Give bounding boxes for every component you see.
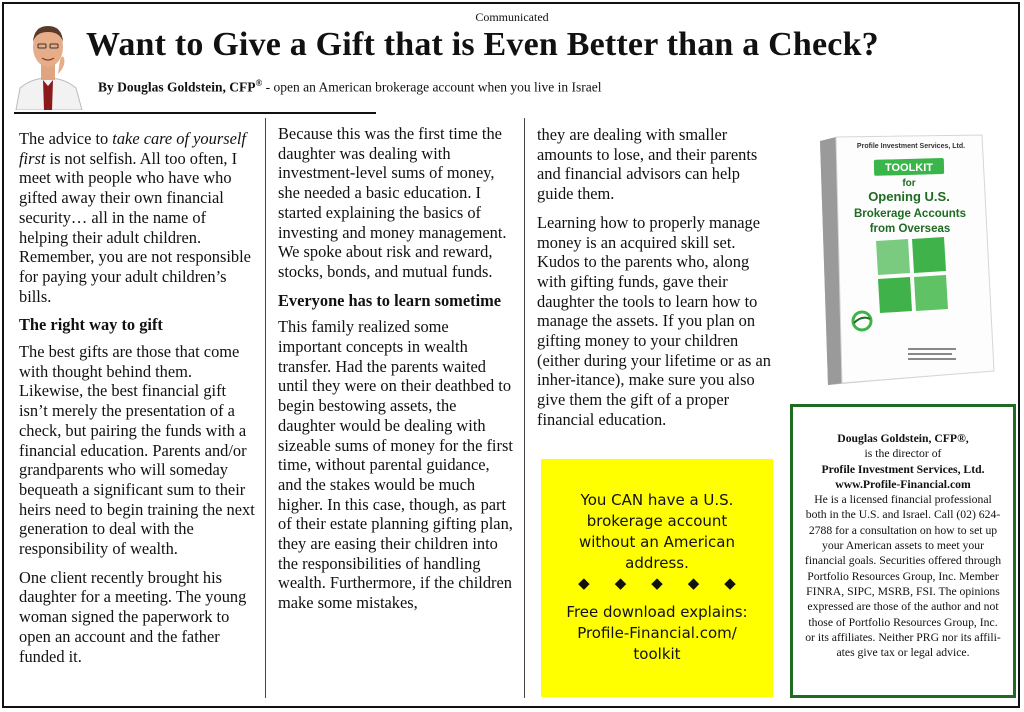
author-bio-box: [790, 404, 1016, 698]
paragraph: Learning how to properly manage money is an acquired skill set. Kudos to the parents who, along with gifting funds, gave their daughter the tools to learn how to manage the assets. If you plan on gifting money to your children (either during your lifetime or as an inher-itance), make sure you also give them the gift of a proper financial education.: [537, 212, 771, 429]
book-title-line-1: Opening U.S.: [868, 189, 950, 204]
diamond-divider: ◆◆◆◆◆: [578, 574, 761, 592]
promo-link[interactable]: Profile-Financial.com/: [577, 624, 737, 642]
paragraph: they are dealing with smaller amounts to lose, and their parents and financial advisors can help guide them.: [537, 125, 758, 204]
toolkit-book-image: [806, 133, 1006, 391]
book-for: for: [902, 178, 916, 189]
author-photo: [12, 14, 84, 110]
emphasis: take care of yourself first: [19, 129, 246, 168]
author-reg: ®: [255, 78, 263, 88]
promo-line: without an American: [578, 533, 735, 551]
promo-line: You CAN have a U.S.: [580, 491, 734, 509]
paragraph: Because this was the first time the daughter was dealing with investment-level sums of money, she needed a basic education. I started explaining the basics of investing and money management. We spoke about risk and reward, stocks, bonds, and mutual funds.: [278, 124, 507, 281]
bio-text: He is a licensed financial professional both in the U.S. and Israel. Call (02) 624-2788 for a consultation on how to set up your American assets to meet your financial goals. Securities offered through Portfolio Resources Group, Inc. Member FINRA, SIPC, MSRB, FSI. The opinions expressed are those of the author and not those of Portfolio Resources Group, Inc. or its affiliates. Neither PRG nor its affili-ates give tax or legal advice.: [804, 493, 1002, 660]
book-badge: TOOLKIT: [884, 162, 934, 174]
promo-bottom: [541, 602, 773, 665]
column-separator: [524, 118, 525, 698]
promo-box: [541, 459, 773, 697]
paragraph: The best gifts are those that come with thought behind them. Likewise, the best financial gift isn’t merely the presentation of a check, but pairing the funds with a financial education. Parents and/or grandparents who will someday bequeath a significant sum to their heirs need to begin training the next generation to deal with the responsibility of wealth.: [19, 342, 255, 559]
kicker: Communicated: [475, 10, 549, 24]
bio-role: is the director of: [864, 447, 942, 461]
byline: [98, 78, 602, 96]
column-separator: [265, 118, 266, 698]
book-title-line-2: Brokerage Accounts: [853, 208, 967, 220]
promo-link[interactable]: toolkit: [633, 645, 681, 663]
promo-line: address.: [625, 554, 689, 572]
text: is not selfish. All too often, I meet with people who have who gifted away their own financial security… all in the name of helping their adult children. Remember, you are not responsible for paying your adult children’s bills.: [19, 148, 251, 306]
book-title-line-3: from Overseas: [869, 223, 951, 235]
bio-company: Profile Investment Services, Ltd.: [821, 462, 985, 476]
promo-line: brokerage account: [586, 512, 728, 530]
deck: - open an American brokerage account when you live in Israel: [262, 79, 602, 95]
article-column-3: [537, 125, 775, 439]
paragraph: This family realized some important concepts in wealth transfer. Had the parents waited until they were on their deathbed to begin bestowing assets, the daughter would be dealing with sizeable sums of money for the first time, without parental guidance, and the stakes would be much higher. In this case, though, as part of their estate planning gifting plan, they are easing their children into the responsibilities of handling wealth. Furthermore, if the children make some mistakes,: [278, 317, 513, 613]
article-column-1: [19, 129, 255, 675]
bio-website[interactable]: www.Profile-Financial.com: [835, 477, 971, 491]
book-publisher: Profile Investment Services, Ltd.: [856, 143, 966, 150]
promo-line: Free download explains:: [566, 603, 748, 621]
paragraph: [19, 129, 255, 306]
headline: Want to Give a Gift that is Even Better than a Check?: [86, 26, 879, 63]
paragraph: One client recently brought his daughter for a meeting. The young woman signed the paperwork to open an account and the father funded it.: [19, 567, 247, 666]
promo-top: [541, 490, 773, 574]
text: The advice to: [19, 129, 113, 148]
subheading: The right way to gift: [19, 315, 163, 335]
bio-name: Douglas Goldstein, CFP®,: [837, 432, 969, 445]
header-rule: [14, 112, 376, 114]
subheading: Everyone has to learn sometime: [278, 290, 502, 310]
author: By Douglas Goldstein, CFP: [98, 79, 256, 95]
article-column-2: [278, 124, 514, 622]
